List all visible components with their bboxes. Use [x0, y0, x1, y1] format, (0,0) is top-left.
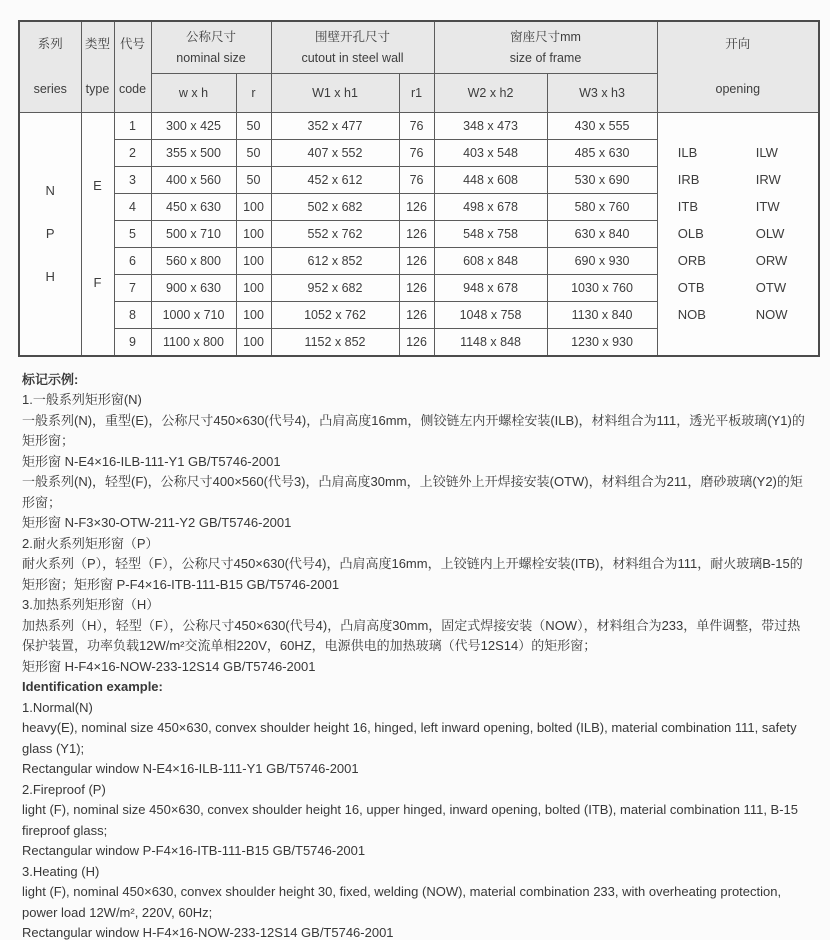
- r1-cell: 76: [399, 140, 434, 167]
- code-cell: 6: [114, 248, 151, 275]
- code-cell: 8: [114, 302, 151, 329]
- notes-zh-paragraph: 耐火系列（P），轻型（F），公称尺寸450×630(代号4)，凸肩高度16mm，上铰链内上开螺栓安装(ITB)，材料组合为111，耐火玻璃B-15的矩形窗；矩形窗 P-F4×16-ITB-111-B15 GB/T5746-2001: [22, 556, 803, 592]
- opening-code: IRB: [677, 172, 700, 188]
- notes-zh-paragraph: 加热系列（H），轻型（F），公称尺寸450×630(代号4)，凸肩高度30mm，固定式焊接安装（NOW），材料组合为233，单件调整，带过热保护装置，功率负载12W/m²交流单相220V，60HZ，电源供电的加热玻璃（代号12S14）的矩形窗；: [22, 617, 801, 653]
- subheader-w1h1: W1 x h1: [271, 74, 399, 113]
- w3h3-cell: 530 x 690: [547, 167, 657, 194]
- wh-cell: 900 x 630: [151, 275, 236, 302]
- opening-code: ILB: [677, 145, 698, 161]
- r-cell: 50: [236, 140, 271, 167]
- w1h1-cell: 612 x 852: [271, 248, 399, 275]
- w3h3-cell: 430 x 555: [547, 113, 657, 140]
- header-series: [19, 21, 81, 113]
- w2h2-cell: 498 x 678: [434, 194, 547, 221]
- opening-code: OLB: [677, 226, 704, 242]
- header-frame-en: size of frame: [509, 50, 582, 65]
- header-frame-zh: 窗座尺寸mm: [510, 30, 581, 45]
- subheader-r: r: [236, 74, 271, 113]
- header-cutout: [271, 21, 434, 74]
- header-type: [81, 21, 114, 113]
- subheader-r1: r1: [399, 74, 434, 113]
- series-cell: [19, 113, 81, 356]
- notes-zh-paragraph: 一般系列(N)，重型(E)，公称尺寸450×630(代号4)，凸肩高度16mm，侧铰链左内开螺栓安装(ILB)，材料组合为111，透光平板玻璃(Y1)的矩形窗；: [22, 412, 805, 448]
- w3h3-cell: 485 x 630: [547, 140, 657, 167]
- w2h2-cell: 608 x 848: [434, 248, 547, 275]
- wh-cell: 560 x 800: [151, 248, 236, 275]
- opening-code: OTB: [677, 280, 705, 296]
- r-cell: 100: [236, 221, 271, 248]
- w3h3-cell: 1030 x 760: [547, 275, 657, 302]
- w2h2-cell: 348 x 473: [434, 113, 547, 140]
- notes-zh-paragraph: 矩形窗 N-F3×30-OTW-211-Y2 GB/T5746-2001: [22, 515, 292, 530]
- r1-cell: 76: [399, 167, 434, 194]
- w2h2-cell: 1148 x 848: [434, 329, 547, 356]
- code-cell: 3: [114, 167, 151, 194]
- r1-cell: 126: [399, 275, 434, 302]
- header-type-zh: 类型: [84, 37, 110, 51]
- w1h1-cell: 1052 x 762: [271, 302, 399, 329]
- code-cell: 7: [114, 275, 151, 302]
- window-spec-table: [18, 20, 820, 357]
- r1-cell: 126: [399, 194, 434, 221]
- notes-en-title: Identification example:: [22, 679, 163, 694]
- code-cell: 5: [114, 221, 151, 248]
- notes-en-paragraph: 1.Normal(N): [22, 699, 93, 715]
- header-opening: [657, 21, 819, 113]
- w3h3-cell: 690 x 930: [547, 248, 657, 275]
- w1h1-cell: 952 x 682: [271, 275, 399, 302]
- opening-code: IRW: [755, 172, 781, 188]
- wh-cell: 300 x 425: [151, 113, 236, 140]
- series-letter-p: P: [45, 226, 55, 242]
- w1h1-cell: 452 x 612: [271, 167, 399, 194]
- notes-zh-paragraph: 矩形窗 N-E4×16-ILB-111-Y1 GB/T5746-2001: [22, 453, 281, 469]
- series-letter-n: N: [45, 183, 55, 199]
- w2h2-cell: 448 x 608: [434, 167, 547, 194]
- opening-code: ORB: [677, 253, 706, 269]
- r-cell: 100: [236, 248, 271, 275]
- code-cell: 2: [114, 140, 151, 167]
- header-series-en: series: [33, 82, 67, 96]
- notes-en-paragraph: heavy(E), nominal size 450×630, convex shoulder height 16, hinged, left inward opening, bolted (ILB), material combination 111, safety glass (Y1);: [22, 720, 797, 756]
- code-cell: 4: [114, 194, 151, 221]
- header-series-zh: 系列: [37, 37, 63, 51]
- opening-code: NOB: [677, 307, 706, 323]
- w1h1-cell: 552 x 762: [271, 221, 399, 248]
- opening-code: ILW: [755, 145, 778, 161]
- wh-cell: 450 x 630: [151, 194, 236, 221]
- opening-code: NOW: [755, 307, 788, 323]
- notes-section: [22, 370, 810, 940]
- type-cell: [81, 113, 114, 356]
- notes-en-paragraph: Rectangular window H-F4×16-NOW-233-12S14 GB/T5746-2001: [22, 925, 394, 940]
- series-letter-h: H: [45, 269, 55, 285]
- header-frame-size: [434, 21, 657, 74]
- w2h2-cell: 403 x 548: [434, 140, 547, 167]
- r1-cell: 126: [399, 248, 434, 275]
- header-nominal-en: nominal size: [176, 50, 246, 65]
- header-opening-en: opening: [715, 82, 761, 96]
- r-cell: 100: [236, 329, 271, 356]
- notes-zh-paragraph: 3.加热系列矩形窗（H）: [22, 597, 160, 612]
- notes-zh-paragraph: 矩形窗 H-F4×16-NOW-233-12S14 GB/T5746-2001: [22, 658, 316, 674]
- header-cutout-en: cutout in steel wall: [301, 50, 404, 65]
- r-cell: 100: [236, 194, 271, 221]
- w1h1-cell: 407 x 552: [271, 140, 399, 167]
- spec-table-container: [0, 0, 830, 357]
- opening-code: OTW: [755, 280, 787, 296]
- notes-en-paragraph: Rectangular window P-F4×16-ITB-111-B15 GB/T5746-2001: [22, 843, 366, 858]
- r-cell: 50: [236, 167, 271, 194]
- wh-cell: 1000 x 710: [151, 302, 236, 329]
- r1-cell: 76: [399, 113, 434, 140]
- w3h3-cell: 580 x 760: [547, 194, 657, 221]
- type-letter-e: E: [93, 177, 102, 193]
- opening-code: OLW: [755, 226, 785, 242]
- notes-en-paragraph: 2.Fireproof (P): [22, 781, 106, 797]
- notes-zh-title: 标记示例:: [22, 371, 79, 387]
- r1-cell: 126: [399, 329, 434, 356]
- notes-en-paragraph: 3.Heating (H): [22, 863, 100, 879]
- r1-cell: 126: [399, 221, 434, 248]
- header-code: [114, 21, 151, 113]
- wh-cell: 1100 x 800: [151, 329, 236, 356]
- wh-cell: 355 x 500: [151, 140, 236, 167]
- w2h2-cell: 1048 x 758: [434, 302, 547, 329]
- notes-en-paragraph: light (F), nominal size 450×630, convex shoulder height 16, upper hinged, inward opening, bolted (ITB), material combination 111, B-15 fireproof glass;: [22, 802, 799, 838]
- header-cutout-zh: 围壁开孔尺寸: [315, 30, 391, 45]
- r-cell: 50: [236, 113, 271, 140]
- w2h2-cell: 548 x 758: [434, 221, 547, 248]
- type-letter-f: F: [93, 274, 102, 290]
- w3h3-cell: 1230 x 930: [547, 329, 657, 356]
- wh-cell: 500 x 710: [151, 221, 236, 248]
- w3h3-cell: 630 x 840: [547, 221, 657, 248]
- header-opening-zh: 开向: [725, 37, 751, 51]
- header-nominal-size: [151, 21, 271, 74]
- table-row: [19, 113, 819, 140]
- header-code-zh: 代号: [119, 37, 145, 51]
- code-cell: 9: [114, 329, 151, 356]
- header-nominal-zh: 公称尺寸: [186, 30, 237, 45]
- wh-cell: 400 x 560: [151, 167, 236, 194]
- notes-zh-paragraph: 一般系列(N)，轻型(F)，公称尺寸400×560(代号3)，凸肩高度30mm，上铰链外上开焊接安装(OTW)，材料组合为211，磨砂玻璃(Y2)的矩形窗；: [22, 474, 803, 510]
- subheader-w3h3: W3 x h3: [547, 74, 657, 113]
- w1h1-cell: 1152 x 852: [271, 329, 399, 356]
- subheader-w2h2: W2 x h2: [434, 74, 547, 113]
- notes-zh-paragraph: 2.耐火系列矩形窗（P）: [22, 535, 159, 551]
- r1-cell: 126: [399, 302, 434, 329]
- header-type-en: type: [85, 82, 110, 96]
- r-cell: 100: [236, 302, 271, 329]
- w2h2-cell: 948 x 678: [434, 275, 547, 302]
- notes-en-paragraph: light (F), nominal 450×630, convex shoulder height 30, fixed, welding (NOW), material combination 233, with overheating protection, power load 12W/m², 220V, 60Hz;: [22, 884, 782, 920]
- opening-code: ORW: [755, 253, 788, 269]
- subheader-wh: w x h: [151, 74, 236, 113]
- w1h1-cell: 502 x 682: [271, 194, 399, 221]
- opening-cell: [657, 113, 819, 356]
- header-code-en: code: [118, 82, 147, 96]
- w1h1-cell: 352 x 477: [271, 113, 399, 140]
- code-cell: 1: [114, 113, 151, 140]
- opening-code: ITB: [677, 199, 699, 215]
- notes-en-paragraph: Rectangular window N-E4×16-ILB-111-Y1 GB/T5746-2001: [22, 761, 359, 776]
- w3h3-cell: 1130 x 840: [547, 302, 657, 329]
- r-cell: 100: [236, 275, 271, 302]
- opening-code: ITW: [755, 199, 780, 215]
- notes-zh-paragraph: 1.一般系列矩形窗(N): [22, 392, 142, 407]
